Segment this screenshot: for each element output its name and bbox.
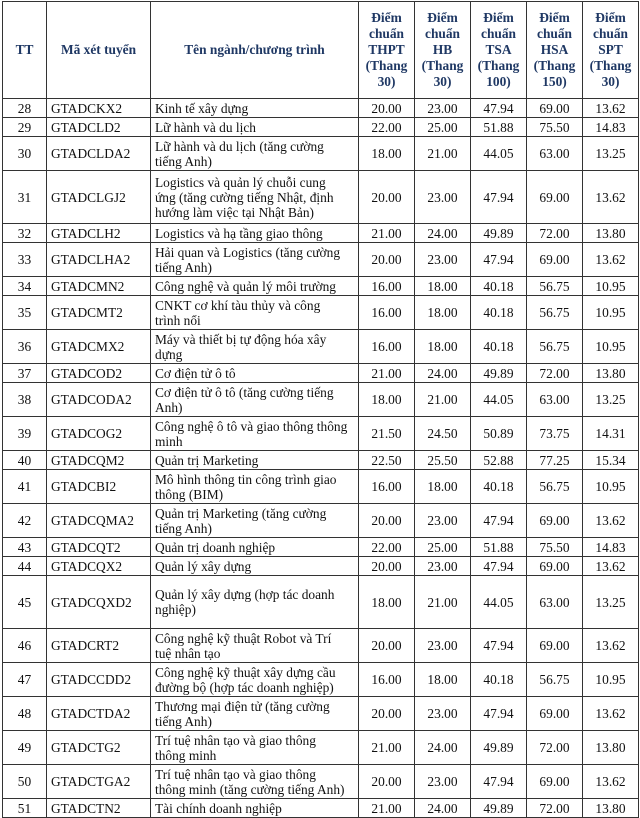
cell-hsa: 75.50: [527, 538, 583, 557]
cell-tt: 44: [3, 557, 47, 576]
cell-spt: 14.31: [583, 417, 639, 451]
table-row: [3, 224, 639, 243]
header-hsa: [527, 2, 583, 99]
header-line: chuẩn: [481, 26, 516, 41]
cell-hsa: 56.75: [527, 330, 583, 364]
cell-spt: 13.80: [583, 799, 639, 818]
cell-program-name: [151, 99, 359, 118]
cell-hb: 24.00: [415, 364, 471, 383]
table-row: [3, 243, 639, 277]
cell-code: GTADCTGA2: [47, 765, 151, 799]
header-row: [3, 2, 639, 99]
cell-hsa: 56.75: [527, 663, 583, 697]
cell-tt: 42: [3, 504, 47, 538]
cell-hsa: 69.00: [527, 629, 583, 663]
header-thpt: [359, 2, 415, 99]
header-line: (Thang: [533, 58, 576, 73]
cell-code: GTADCRT2: [47, 629, 151, 663]
cell-spt: 13.80: [583, 731, 639, 765]
cell-hsa: 69.00: [527, 171, 583, 224]
table-row: [3, 451, 639, 470]
cell-thpt: 22.00: [359, 538, 415, 557]
cell-tsa: 44.05: [471, 383, 527, 417]
cell-hb: 23.00: [415, 697, 471, 731]
cell-thpt: 20.00: [359, 243, 415, 277]
table-row: [3, 277, 639, 296]
cell-hsa: 75.50: [527, 118, 583, 137]
table-row: [3, 538, 639, 557]
header-line: 150): [542, 74, 567, 89]
table-row: [3, 330, 639, 364]
cell-thpt: 20.00: [359, 171, 415, 224]
cell-program-name: [151, 557, 359, 576]
program-name-line: tiếng Anh): [155, 153, 212, 169]
cell-spt: 13.25: [583, 137, 639, 171]
table-row: [3, 731, 639, 765]
program-name-line: Công nghệ ô tô và giao thông thông: [155, 418, 348, 434]
header-line: HB: [432, 42, 453, 57]
cell-thpt: 20.00: [359, 765, 415, 799]
cell-program-name: [151, 243, 359, 277]
cell-code: GTADCKX2: [47, 99, 151, 118]
cell-hb: 23.00: [415, 171, 471, 224]
cell-tsa: 52.88: [471, 451, 527, 470]
header-line: chuẩn: [425, 26, 460, 41]
program-name-line: Lữ hành và du lịch: [155, 119, 256, 135]
cell-spt: 10.95: [583, 277, 639, 296]
cell-spt: 14.83: [583, 538, 639, 557]
program-name-line: thông minh: [155, 747, 217, 763]
program-name-line: trình nổi: [155, 312, 201, 328]
cell-spt: 13.62: [583, 629, 639, 663]
cell-hsa: 72.00: [527, 364, 583, 383]
cell-hb: 21.00: [415, 137, 471, 171]
cell-hb: 23.00: [415, 504, 471, 538]
cell-thpt: 20.00: [359, 629, 415, 663]
cell-tsa: 44.05: [471, 137, 527, 171]
cell-thpt: 20.00: [359, 697, 415, 731]
header-line: (Thang: [365, 58, 408, 73]
program-name-line: Cơ điện tử ô tô (tăng cường tiếng: [155, 384, 334, 400]
cell-thpt: 18.00: [359, 137, 415, 171]
cell-hb: 18.00: [415, 296, 471, 330]
cell-tsa: 40.18: [471, 663, 527, 697]
table-row: [3, 364, 639, 383]
table-row: [3, 470, 639, 504]
cell-tt: 37: [3, 364, 47, 383]
cell-hsa: 72.00: [527, 224, 583, 243]
cell-spt: 13.25: [583, 576, 639, 629]
cell-program-name: [151, 171, 359, 224]
cell-tsa: 47.94: [471, 504, 527, 538]
cell-tsa: 47.94: [471, 765, 527, 799]
cell-tsa: 44.05: [471, 576, 527, 629]
cell-code: GTADCBI2: [47, 470, 151, 504]
cell-program-name: [151, 296, 359, 330]
cell-tsa: 50.89: [471, 417, 527, 451]
cell-thpt: 16.00: [359, 470, 415, 504]
cell-code: GTADCTDA2: [47, 697, 151, 731]
header-hb: [415, 2, 471, 99]
cell-thpt: 18.00: [359, 383, 415, 417]
cell-program-name: [151, 383, 359, 417]
cell-hb: 23.00: [415, 243, 471, 277]
program-name-line: nghiệp): [155, 602, 196, 617]
header-line: chuẩn: [537, 26, 572, 41]
cell-hsa: 69.00: [527, 697, 583, 731]
cell-tt: 33: [3, 243, 47, 277]
cell-code: GTADCLH2: [47, 224, 151, 243]
cell-hb: 21.00: [415, 576, 471, 629]
cell-program-name: [151, 663, 359, 697]
cell-hsa: 69.00: [527, 99, 583, 118]
cell-hsa: 63.00: [527, 137, 583, 171]
cell-tt: 48: [3, 697, 47, 731]
program-name-line: thông (BIM): [155, 486, 224, 502]
cell-tt: 43: [3, 538, 47, 557]
header-tt: TT: [3, 2, 47, 99]
cell-thpt: 20.00: [359, 99, 415, 118]
cell-hb: 25.00: [415, 118, 471, 137]
cell-code: GTADCQXD2: [47, 576, 151, 629]
cell-hb: 24.50: [415, 417, 471, 451]
cell-code: GTADCMT2: [47, 296, 151, 330]
cell-thpt: 20.00: [359, 557, 415, 576]
cell-program-name: [151, 576, 359, 629]
header-line: (Thang: [477, 58, 520, 73]
cell-tt: 51: [3, 799, 47, 818]
cell-spt: 13.80: [583, 224, 639, 243]
cell-hsa: 72.00: [527, 731, 583, 765]
cell-spt: 10.95: [583, 663, 639, 697]
program-name-line: tiếng Anh): [155, 520, 212, 536]
cell-code: GTADCTG2: [47, 731, 151, 765]
cell-tt: 35: [3, 296, 47, 330]
cell-hb: 18.00: [415, 330, 471, 364]
program-name-line: Quản trị Marketing: [155, 452, 259, 468]
cell-hb: 21.00: [415, 383, 471, 417]
header-line: 100): [486, 74, 511, 89]
cell-thpt: 22.00: [359, 118, 415, 137]
cell-tt: 28: [3, 99, 47, 118]
cell-tt: 29: [3, 118, 47, 137]
cell-tt: 36: [3, 330, 47, 364]
cell-code: GTADCQM2: [47, 451, 151, 470]
cell-thpt: 21.00: [359, 731, 415, 765]
cell-program-name: [151, 629, 359, 663]
cell-code: GTADCLDA2: [47, 137, 151, 171]
cell-program-name: [151, 538, 359, 557]
cell-thpt: 16.00: [359, 330, 415, 364]
cell-spt: 10.95: [583, 470, 639, 504]
program-name-line: đường bộ (hợp tác doanh nghiệp): [155, 679, 334, 695]
cell-code: GTADCCDD2: [47, 663, 151, 697]
cell-code: GTADCQMA2: [47, 504, 151, 538]
cell-code: GTADCOG2: [47, 417, 151, 451]
cell-spt: 13.62: [583, 557, 639, 576]
program-name-line: minh: [155, 433, 183, 449]
program-name-line: hướng làm việc tại Nhật Bản): [155, 204, 314, 220]
cell-code: GTADCLHA2: [47, 243, 151, 277]
program-name-line: Hải quan và Logistics (tăng cường: [155, 244, 341, 260]
table-row: [3, 417, 639, 451]
cell-spt: 10.95: [583, 330, 639, 364]
table-row: [3, 118, 639, 137]
cell-tsa: 47.94: [471, 629, 527, 663]
cell-hb: 23.00: [415, 629, 471, 663]
cell-spt: 13.25: [583, 383, 639, 417]
cell-tsa: 47.94: [471, 99, 527, 118]
cell-hb: 23.00: [415, 99, 471, 118]
cell-hb: 25.50: [415, 451, 471, 470]
cell-thpt: 16.00: [359, 663, 415, 697]
cell-tsa: 47.94: [471, 557, 527, 576]
cell-code: GTADCMX2: [47, 330, 151, 364]
cell-tsa: 40.18: [471, 277, 527, 296]
cell-hsa: 56.75: [527, 277, 583, 296]
program-name-line: ứng (tăng cường tiếng Nhật, định: [155, 189, 334, 205]
program-name-line: tiếng Anh): [155, 259, 212, 275]
cell-tsa: 49.89: [471, 364, 527, 383]
cell-spt: 13.62: [583, 99, 639, 118]
cell-spt: 13.62: [583, 697, 639, 731]
program-name-line: Quản lý xây dựng: [155, 558, 252, 574]
cell-spt: 13.62: [583, 765, 639, 799]
program-name-line: Công nghệ kỹ thuật xây dựng cầu: [155, 664, 336, 680]
program-name-line: tiếng Anh): [155, 713, 212, 729]
program-name-line: Cơ điện tử ô tô: [155, 365, 236, 381]
cell-hb: 18.00: [415, 277, 471, 296]
cell-tsa: 51.88: [471, 538, 527, 557]
cell-code: GTADCMN2: [47, 277, 151, 296]
cell-code: GTADCQT2: [47, 538, 151, 557]
program-name-line: dựng: [155, 346, 183, 362]
table-row: [3, 765, 639, 799]
table-row: [3, 99, 639, 118]
cell-code: GTADCQX2: [47, 557, 151, 576]
table-row: [3, 171, 639, 224]
cell-tsa: 47.94: [471, 697, 527, 731]
cell-tt: 50: [3, 765, 47, 799]
cell-program-name: [151, 224, 359, 243]
cell-program-name: [151, 765, 359, 799]
cell-hb: 24.00: [415, 731, 471, 765]
cell-tsa: 40.18: [471, 330, 527, 364]
cell-hsa: 77.25: [527, 451, 583, 470]
cell-spt: 13.62: [583, 171, 639, 224]
header-code: Mã xét tuyển: [47, 2, 151, 99]
program-name-line: Quản lý xây dựng (hợp tác doanh: [155, 587, 335, 602]
table-row: [3, 576, 639, 629]
cell-tt: 47: [3, 663, 47, 697]
header-line: chuẩn: [593, 26, 628, 41]
header-line: (Thang: [589, 58, 632, 73]
cell-program-name: [151, 364, 359, 383]
cell-code: GTADCODA2: [47, 383, 151, 417]
cell-spt: 15.34: [583, 451, 639, 470]
cell-program-name: [151, 470, 359, 504]
program-name-line: Logistics và quản lý chuỗi cung: [155, 174, 326, 190]
cell-hb: 24.00: [415, 224, 471, 243]
program-name-line: Lữ hành và du lịch (tăng cường: [155, 138, 324, 154]
cell-tsa: 47.94: [471, 243, 527, 277]
cell-hb: 23.00: [415, 557, 471, 576]
header-line: (Thang: [421, 58, 464, 73]
cell-thpt: 21.00: [359, 799, 415, 818]
cell-program-name: [151, 137, 359, 171]
cell-program-name: [151, 697, 359, 731]
cell-spt: 13.80: [583, 364, 639, 383]
cell-spt: 10.95: [583, 296, 639, 330]
cell-tt: 39: [3, 417, 47, 451]
cell-tsa: 49.89: [471, 224, 527, 243]
program-name-line: Công nghệ và quản lý môi trường: [155, 278, 336, 294]
cell-thpt: 18.00: [359, 576, 415, 629]
cell-spt: 13.62: [583, 504, 639, 538]
cell-code: GTADCOD2: [47, 364, 151, 383]
cell-tsa: 40.18: [471, 296, 527, 330]
cell-code: GTADCLGJ2: [47, 171, 151, 224]
cell-hb: 23.00: [415, 765, 471, 799]
program-name-line: Logistics và hạ tầng giao thông: [155, 225, 323, 241]
program-name-line: Kinh tế xây dựng: [155, 100, 249, 116]
cell-thpt: 16.00: [359, 277, 415, 296]
table-row: [3, 504, 639, 538]
program-name-line: Tài chính doanh nghiệp: [155, 800, 282, 816]
cell-tsa: 40.18: [471, 470, 527, 504]
cell-thpt: 16.00: [359, 296, 415, 330]
program-name-line: Quản trị doanh nghiệp: [155, 539, 276, 555]
cell-program-name: [151, 451, 359, 470]
table-row: [3, 629, 639, 663]
cell-hsa: 56.75: [527, 296, 583, 330]
cell-hsa: 56.75: [527, 470, 583, 504]
cell-tt: 40: [3, 451, 47, 470]
header-line: Điểm: [483, 10, 514, 25]
cell-code: GTADCLD2: [47, 118, 151, 137]
table-row: [3, 557, 639, 576]
cell-hsa: 73.75: [527, 417, 583, 451]
cell-code: GTADCTN2: [47, 799, 151, 818]
header-line: 30): [601, 74, 620, 89]
program-name-line: Thương mại điện tử (tăng cường: [155, 698, 330, 714]
cell-thpt: 21.50: [359, 417, 415, 451]
cell-tt: 30: [3, 137, 47, 171]
cell-tsa: 49.89: [471, 799, 527, 818]
cell-hb: 18.00: [415, 663, 471, 697]
header-line: SPT: [598, 42, 623, 57]
program-name-line: CNKT cơ khí tàu thủy và công: [155, 297, 321, 313]
cell-tsa: 51.88: [471, 118, 527, 137]
cell-tt: 45: [3, 576, 47, 629]
header-line: Điểm: [595, 10, 626, 25]
table-row: [3, 697, 639, 731]
program-name-line: Mô hình thông tin công trình giao: [155, 471, 337, 487]
cell-hsa: 69.00: [527, 765, 583, 799]
header-line: Điểm: [539, 10, 570, 25]
table-row: [3, 799, 639, 818]
program-name-line: Công nghệ kỹ thuật Robot và Trí: [155, 630, 332, 646]
cell-program-name: [151, 504, 359, 538]
header-tsa: [471, 2, 527, 99]
program-name-line: Anh): [155, 399, 183, 415]
cell-program-name: [151, 277, 359, 296]
cell-tt: 32: [3, 224, 47, 243]
cell-tt: 41: [3, 470, 47, 504]
cell-tt: 49: [3, 731, 47, 765]
cell-hb: 24.00: [415, 799, 471, 818]
cell-spt: 14.83: [583, 118, 639, 137]
header-line: 30): [377, 74, 396, 89]
program-name-line: tuệ nhân tạo: [155, 645, 221, 661]
program-name-line: Quản trị Marketing (tăng cường: [155, 505, 327, 521]
cell-thpt: 20.00: [359, 504, 415, 538]
cell-tt: 38: [3, 383, 47, 417]
header-line: TSA: [485, 42, 512, 57]
cell-hsa: 72.00: [527, 799, 583, 818]
cell-tt: 31: [3, 171, 47, 224]
cell-hsa: 63.00: [527, 576, 583, 629]
cell-hb: 18.00: [415, 470, 471, 504]
cell-hsa: 63.00: [527, 383, 583, 417]
header-line: THPT: [368, 42, 405, 57]
header-line: Điểm: [427, 10, 458, 25]
cell-hsa: 69.00: [527, 243, 583, 277]
cell-hsa: 69.00: [527, 557, 583, 576]
header-line: Điểm: [371, 10, 402, 25]
table-row: [3, 296, 639, 330]
table-body: [3, 99, 639, 818]
header-line: chuẩn: [369, 26, 404, 41]
program-name-line: Trí tuệ nhân tạo và giao thông: [155, 732, 316, 748]
cell-program-name: [151, 799, 359, 818]
cell-spt: 13.62: [583, 243, 639, 277]
cell-tsa: 49.89: [471, 731, 527, 765]
header-line: HSA: [540, 42, 569, 57]
table-header: [3, 2, 639, 99]
program-name-line: thông minh (tăng cường tiếng Anh): [155, 781, 345, 797]
cell-program-name: [151, 330, 359, 364]
cell-thpt: 21.00: [359, 224, 415, 243]
cell-program-name: [151, 731, 359, 765]
cell-tsa: 47.94: [471, 171, 527, 224]
cell-hsa: 69.00: [527, 504, 583, 538]
table-row: [3, 137, 639, 171]
header-spt: [583, 2, 639, 99]
header-line: 30): [433, 74, 452, 89]
header-name: Tên ngành/chương trình: [151, 2, 359, 99]
admission-scores-table: [2, 1, 639, 818]
cell-tt: 46: [3, 629, 47, 663]
cell-thpt: 21.00: [359, 364, 415, 383]
cell-program-name: [151, 118, 359, 137]
cell-program-name: [151, 417, 359, 451]
cell-thpt: 22.50: [359, 451, 415, 470]
program-name-line: Trí tuệ nhân tạo và giao thông: [155, 766, 316, 782]
table-row: [3, 663, 639, 697]
table-row: [3, 383, 639, 417]
cell-tt: 34: [3, 277, 47, 296]
program-name-line: Máy và thiết bị tự động hóa xây: [155, 331, 327, 347]
cell-hb: 25.00: [415, 538, 471, 557]
